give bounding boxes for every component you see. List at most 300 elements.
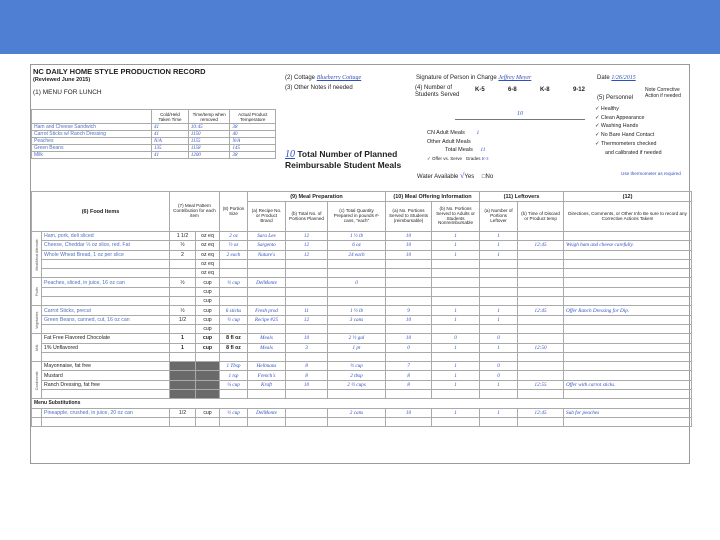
production-cell-recipe[interactable]: French's <box>248 371 286 380</box>
production-cell-left[interactable] <box>480 352 518 361</box>
production-cell-qty[interactable] <box>328 259 386 268</box>
production-cell-unit[interactable] <box>196 352 220 361</box>
grade-k8: K-8 <box>539 87 550 93</box>
production-cell-qty[interactable]: 1 pt <box>328 343 386 352</box>
empty-cell[interactable] <box>170 417 196 426</box>
production-cell-recipe[interactable]: Kraft <box>248 380 286 389</box>
production-cell-adult[interactable] <box>432 390 480 399</box>
production-row <box>32 297 692 306</box>
production-cell-planned[interactable]: 12 <box>286 315 328 324</box>
production-cell-portion[interactable]: ¼ cup <box>220 380 248 389</box>
production-cell-time[interactable]: 12:50 <box>518 343 564 352</box>
production-cell-recipe[interactable]: Sargento <box>248 241 286 250</box>
production-cell-mp[interactable] <box>170 380 196 389</box>
production-cell-mp[interactable] <box>170 269 196 278</box>
production-cell-left[interactable] <box>480 278 518 287</box>
production-cell-portion[interactable] <box>220 352 248 361</box>
empty-cell[interactable] <box>286 417 328 426</box>
portion-size-header: (8) Portion Size <box>220 192 248 232</box>
item-table-cell[interactable]: N/A <box>230 138 276 145</box>
production-cell-unit[interactable]: cup <box>196 297 220 306</box>
production-cell-qty[interactable]: 24 each <box>328 250 386 259</box>
production-cell-adult[interactable]: 1 <box>432 232 480 241</box>
production-cell-unit[interactable]: cup <box>196 408 220 417</box>
empty-cell[interactable] <box>518 417 564 426</box>
food-item-cell[interactable]: Ham, pork, deli sliced <box>42 232 170 241</box>
production-cell-recipe[interactable]: Meals <box>248 334 286 343</box>
production-cell-mp[interactable]: 1/2 <box>170 408 196 417</box>
production-cell-unit[interactable]: cup <box>196 324 220 333</box>
production-cell-portion[interactable]: ½ oz <box>220 241 248 250</box>
production-cell-unit[interactable] <box>196 371 220 380</box>
production-cell-qty[interactable]: 2 ½ cups <box>328 380 386 389</box>
production-cell-served[interactable]: 10 <box>386 241 432 250</box>
production-cell-planned[interactable] <box>286 324 328 333</box>
item-table-cell[interactable]: 1155 <box>188 138 230 145</box>
production-cell-portion[interactable]: 6 sticks <box>220 306 248 315</box>
production-cell-qty[interactable]: 1 ½ lb <box>328 232 386 241</box>
production-row <box>32 371 692 380</box>
production-cell-unit[interactable]: cup <box>196 287 220 296</box>
production-cell-served[interactable]: 10 <box>386 408 432 417</box>
production-cell-portion[interactable] <box>220 259 248 268</box>
production-cell-time[interactable]: 12:45 <box>518 408 564 417</box>
production-cell-portion[interactable] <box>220 269 248 278</box>
production-cell-unit[interactable]: oz eq <box>196 269 220 278</box>
production-cell-served[interactable]: 0 <box>386 343 432 352</box>
production-cell-qty[interactable]: 6 oz <box>328 241 386 250</box>
empty-cell[interactable] <box>248 417 286 426</box>
production-cell-adult[interactable] <box>432 259 480 268</box>
production-cell-planned[interactable]: 11 <box>286 306 328 315</box>
production-cell-planned[interactable] <box>286 278 328 287</box>
production-cell-planned[interactable] <box>286 297 328 306</box>
production-cell-served[interactable]: 8 <box>386 371 432 380</box>
production-cell-notes[interactable]: Offer Ranch Dressing for Dip. <box>564 306 692 315</box>
water-yes-checkbox[interactable]: Yes <box>464 174 475 180</box>
production-cell-unit[interactable]: cup <box>196 334 220 343</box>
total-reimbursable-label: Total Number of Planned Reimbursable Student Meals <box>285 149 402 170</box>
meal-pattern-header: (7) Meal Pattern Contribution for each item <box>170 192 220 232</box>
item-table-cell[interactable]: 1158 <box>188 145 230 152</box>
production-cell-planned[interactable]: 12 <box>286 250 328 259</box>
production-cell-mp[interactable]: ½ <box>170 306 196 315</box>
personnel-check-item[interactable]: ✓ Healthy <box>595 106 619 112</box>
food-item-cell[interactable]: Cheese, Cheddar ½ oz slice, red. Fat <box>42 241 170 250</box>
production-row <box>32 315 692 324</box>
production-cell-time[interactable] <box>518 334 564 343</box>
production-cell-qty[interactable]: 0 <box>328 278 386 287</box>
production-cell-served[interactable] <box>386 287 432 296</box>
production-cell-time[interactable] <box>518 390 564 399</box>
food-item-cell[interactable] <box>42 352 170 361</box>
production-cell-recipe[interactable]: Fresh prod <box>248 306 286 315</box>
production-cell-mp[interactable] <box>170 287 196 296</box>
production-cell-left[interactable] <box>480 297 518 306</box>
production-cell-notes[interactable] <box>564 315 692 324</box>
production-cell-left[interactable]: 1 <box>480 408 518 417</box>
production-cell-recipe[interactable]: Hellmans <box>248 362 286 371</box>
production-cell-recipe[interactable]: Sara Lee <box>248 232 286 241</box>
production-cell-adult[interactable]: 0 <box>432 334 480 343</box>
water-available: Water Available √Yes □No <box>417 171 494 180</box>
food-item-cell[interactable] <box>42 287 170 296</box>
production-cell-left[interactable]: 1 <box>480 306 518 315</box>
production-cell-left[interactable]: 1 <box>480 315 518 324</box>
production-cell-mp[interactable]: 2 <box>170 250 196 259</box>
production-cell-time[interactable] <box>518 278 564 287</box>
production-cell-notes[interactable] <box>564 250 692 259</box>
production-cell-left[interactable] <box>480 259 518 268</box>
food-category-label: Vegetables <box>32 306 42 334</box>
signature-field: Signature of Person in Charge Jeffrey Meyer <box>416 75 532 81</box>
production-cell-served[interactable]: 9 <box>386 306 432 315</box>
production-cell-served[interactable] <box>386 297 432 306</box>
item-table-cell[interactable]: N/A <box>152 138 189 145</box>
production-cell-planned[interactable] <box>286 269 328 278</box>
production-cell-adult[interactable]: 1 <box>432 315 480 324</box>
discard-time-header: (b) Time of Discard or Product temp <box>518 202 564 232</box>
production-cell-unit[interactable] <box>196 362 220 371</box>
production-cell-unit[interactable] <box>196 380 220 389</box>
production-cell-unit[interactable]: oz eq <box>196 232 220 241</box>
food-item-cell[interactable] <box>42 324 170 333</box>
personnel-check-item[interactable]: ✓ No Bare Hand Contact <box>595 132 655 139</box>
production-cell-mp[interactable]: 1 1/2 <box>170 232 196 241</box>
production-cell-planned[interactable]: 8 <box>286 362 328 371</box>
empty-cell[interactable] <box>220 417 248 426</box>
empty-cell[interactable] <box>32 417 42 426</box>
date-value[interactable]: 1/26/2015 <box>611 75 636 81</box>
production-cell-notes[interactable] <box>564 232 692 241</box>
production-cell-portion[interactable]: ½ cup <box>220 408 248 417</box>
production-cell-portion[interactable]: ½ cup <box>220 278 248 287</box>
production-cell-qty[interactable] <box>328 287 386 296</box>
production-cell-adult[interactable] <box>432 352 480 361</box>
production-cell-portion[interactable]: 8 fl oz <box>220 334 248 343</box>
notes-label: (3) Other Notes if needed <box>285 85 353 91</box>
production-cell-left[interactable] <box>480 324 518 333</box>
production-cell-unit[interactable]: oz eq <box>196 250 220 259</box>
production-cell-left[interactable]: 1 <box>480 232 518 241</box>
production-cell-qty[interactable] <box>328 269 386 278</box>
item-table-cell[interactable]: 145 <box>230 145 276 152</box>
production-cell-planned[interactable] <box>286 259 328 268</box>
production-cell-mp[interactable]: 1 <box>170 334 196 343</box>
production-cell-time[interactable] <box>518 324 564 333</box>
personnel-check-item[interactable]: ✓ Washing Hands <box>595 123 639 130</box>
production-cell-portion[interactable] <box>220 287 248 296</box>
production-cell-recipe[interactable]: Recipe #25 <box>248 315 286 324</box>
production-cell-time[interactable] <box>518 259 564 268</box>
cottage-value[interactable]: Blueberry Cottage <box>316 75 362 81</box>
production-cell-unit[interactable]: cup <box>196 306 220 315</box>
production-cell-left[interactable]: 1 <box>480 343 518 352</box>
production-cell-mp[interactable] <box>170 371 196 380</box>
production-cell-portion[interactable] <box>220 390 248 399</box>
production-cell-portion[interactable]: 2 each <box>220 250 248 259</box>
production-cell-unit[interactable]: cup <box>196 278 220 287</box>
production-cell-planned[interactable]: 10 <box>286 334 328 343</box>
item-table-cell[interactable]: 38 <box>230 152 276 159</box>
production-cell-served[interactable] <box>386 352 432 361</box>
production-cell-adult[interactable]: 1 <box>432 380 480 389</box>
food-item-cell[interactable]: Whole Wheat Bread, 1 oz per slice <box>42 250 170 259</box>
empty-cell[interactable] <box>328 417 386 426</box>
total-reimbursable-value[interactable]: 10 <box>285 149 295 160</box>
food-item-cell[interactable]: Mayonnaise, fat free <box>42 362 170 371</box>
production-cell-time[interactable]: 12:55 <box>518 380 564 389</box>
production-cell-portion[interactable] <box>220 297 248 306</box>
production-cell-notes[interactable]: Sub for peaches <box>564 408 692 417</box>
production-cell-recipe[interactable] <box>248 269 286 278</box>
substitutions-row <box>32 399 692 408</box>
production-cell-left[interactable]: 1 <box>480 241 518 250</box>
production-cell-time[interactable] <box>518 297 564 306</box>
production-cell-portion[interactable]: 1 Tbsp <box>220 362 248 371</box>
production-cell-served[interactable] <box>386 269 432 278</box>
production-cell-portion[interactable]: 2 oz <box>220 232 248 241</box>
item-table-cell[interactable]: 40 <box>230 131 276 138</box>
production-cell-mp[interactable]: ½ <box>170 278 196 287</box>
production-row <box>32 362 692 371</box>
item-table-cell[interactable]: 1150 <box>188 131 230 138</box>
production-cell-served[interactable]: 10 <box>386 232 432 241</box>
production-cell-recipe[interactable]: DelMonte <box>248 278 286 287</box>
quantity-prepared-header: (c) Total Quantity Prepared in pounds #-cans, "each" <box>328 202 386 232</box>
production-cell-served[interactable] <box>386 390 432 399</box>
production-cell-adult[interactable]: 1 <box>432 362 480 371</box>
production-cell-time[interactable] <box>518 287 564 296</box>
production-cell-qty[interactable] <box>328 390 386 399</box>
production-cell-left[interactable] <box>480 269 518 278</box>
production-cell-planned[interactable]: 12 <box>286 232 328 241</box>
food-item-cell[interactable]: 1% Unflavored <box>42 343 170 352</box>
production-cell-recipe[interactable]: Nature's <box>248 250 286 259</box>
production-cell-left[interactable] <box>480 287 518 296</box>
production-cell-left[interactable]: 0 <box>480 334 518 343</box>
production-cell-time[interactable] <box>518 352 564 361</box>
personnel-check-item[interactable]: ✓ Thermometers checked <box>595 140 657 147</box>
production-cell-time[interactable] <box>518 371 564 380</box>
check-icon: ✓ <box>595 123 601 130</box>
production-cell-mp[interactable]: ½ <box>170 241 196 250</box>
production-row <box>32 269 692 278</box>
production-cell-mp[interactable] <box>170 297 196 306</box>
food-item-cell[interactable] <box>42 269 170 278</box>
food-item-cell[interactable] <box>42 259 170 268</box>
production-cell-notes[interactable]: Offer with carrot sticks. <box>564 380 692 389</box>
production-cell-served[interactable]: 8 <box>386 380 432 389</box>
production-cell-qty[interactable]: 2 tbsp <box>328 371 386 380</box>
production-cell-mp[interactable] <box>170 259 196 268</box>
production-cell-portion[interactable] <box>220 324 248 333</box>
production-cell-portion[interactable]: 8 fl oz <box>220 343 248 352</box>
food-item-cell[interactable]: Pineapple, crushed, in juice, 20 oz can <box>42 408 170 417</box>
students-served-value[interactable]: 10 <box>517 111 523 117</box>
production-cell-unit[interactable]: cup <box>196 315 220 324</box>
directions-subheader: Directions, Comments, or Other Info Be sure to record any Corrective Actions Taken! <box>564 202 692 232</box>
production-cell-portion[interactable]: ½ cup <box>220 315 248 324</box>
production-cell-qty[interactable]: 3 cans <box>328 315 386 324</box>
signature-value[interactable]: Jeffrey Meyer <box>498 75 532 81</box>
food-category-label: Meat/Meat Alternate <box>32 232 42 278</box>
personnel-check-item[interactable]: ✓ Clean Appearance <box>595 114 645 121</box>
production-cell-planned[interactable]: 3 <box>286 343 328 352</box>
production-cell-recipe[interactable] <box>248 297 286 306</box>
production-cell-qty[interactable]: 1 ½ lb <box>328 306 386 315</box>
production-cell-unit[interactable] <box>196 390 220 399</box>
production-cell-adult[interactable] <box>432 269 480 278</box>
production-cell-recipe[interactable]: Meals <box>248 343 286 352</box>
production-cell-notes[interactable] <box>564 297 692 306</box>
production-cell-portion[interactable]: 1 tsp <box>220 371 248 380</box>
production-cell-notes[interactable] <box>564 390 692 399</box>
production-cell-left[interactable]: 0 <box>480 371 518 380</box>
production-cell-adult[interactable]: 1 <box>432 306 480 315</box>
menu-label: (1) MENU FOR LUNCH <box>33 89 102 96</box>
food-item-cell[interactable]: Carrot Sticks, precut <box>42 306 170 315</box>
empty-cell[interactable] <box>196 417 220 426</box>
item-table-cell[interactable]: 135 <box>152 145 189 152</box>
production-cell-planned[interactable]: 10 <box>286 380 328 389</box>
production-cell-time[interactable] <box>518 232 564 241</box>
production-cell-unit[interactable]: oz eq <box>196 259 220 268</box>
food-item-cell[interactable] <box>42 297 170 306</box>
production-cell-time[interactable] <box>518 362 564 371</box>
production-cell-recipe[interactable] <box>248 352 286 361</box>
students-served-label: (4) Number of Students Served <box>415 85 460 99</box>
water-no-checkbox[interactable]: No <box>485 174 494 180</box>
production-cell-unit[interactable]: cup <box>196 343 220 352</box>
production-cell-recipe[interactable]: DelMonte <box>248 408 286 417</box>
food-item-cell[interactable]: Mustard <box>42 371 170 380</box>
production-cell-qty[interactable] <box>328 352 386 361</box>
personnel-check-item[interactable]: and calibrated if needed <box>605 149 662 156</box>
production-cell-notes[interactable] <box>564 259 692 268</box>
production-cell-adult[interactable] <box>432 287 480 296</box>
production-cell-time[interactable] <box>518 315 564 324</box>
production-cell-qty[interactable]: 2 cans <box>328 408 386 417</box>
food-item-cell[interactable]: Ranch Dressing, fat free <box>42 380 170 389</box>
production-cell-qty[interactable]: ½ cup <box>328 362 386 371</box>
production-row <box>32 287 692 296</box>
empty-cell[interactable] <box>480 417 518 426</box>
production-cell-served[interactable]: 10 <box>386 250 432 259</box>
production-cell-adult[interactable]: 1 <box>432 408 480 417</box>
production-cell-left[interactable]: 0 <box>480 362 518 371</box>
production-cell-mp[interactable] <box>170 362 196 371</box>
production-cell-notes[interactable] <box>564 287 692 296</box>
food-item-cell[interactable]: Fat Free Flavored Chocolate <box>42 334 170 343</box>
production-cell-mp[interactable] <box>170 352 196 361</box>
item-temperature-table <box>31 109 276 159</box>
production-cell-time[interactable]: 12:45 <box>518 306 564 315</box>
production-cell-recipe[interactable] <box>248 324 286 333</box>
production-cell-notes[interactable] <box>564 352 692 361</box>
production-cell-notes[interactable] <box>564 324 692 333</box>
empty-cell[interactable] <box>432 417 480 426</box>
item-table-header <box>32 110 152 124</box>
food-item-cell[interactable] <box>42 390 170 399</box>
production-cell-notes[interactable]: Weigh ham and cheese carefully. <box>564 241 692 250</box>
production-cell-time[interactable] <box>518 250 564 259</box>
production-cell-served[interactable]: 7 <box>386 362 432 371</box>
production-cell-adult[interactable] <box>432 297 480 306</box>
production-cell-served[interactable]: 10 <box>386 334 432 343</box>
production-row <box>32 380 692 389</box>
production-cell-planned[interactable] <box>286 352 328 361</box>
production-cell-adult[interactable]: 1 <box>432 250 480 259</box>
production-cell-notes[interactable] <box>564 334 692 343</box>
production-cell-mp[interactable] <box>170 390 196 399</box>
production-cell-left[interactable] <box>480 390 518 399</box>
item-table-cell: Carrot Sticks w/ Ranch Dressing <box>32 131 152 138</box>
empty-cell[interactable] <box>386 417 432 426</box>
production-cell-recipe[interactable] <box>248 287 286 296</box>
production-cell-recipe[interactable] <box>248 390 286 399</box>
item-table-cell: Green Beans <box>32 145 152 152</box>
production-cell-qty[interactable] <box>328 324 386 333</box>
empty-cell[interactable] <box>564 417 692 426</box>
served-adults-header: (b) No. Portions Served to Adults or Students Nonreimbursable <box>432 202 480 232</box>
production-cell-adult[interactable]: 1 <box>432 343 480 352</box>
production-cell-notes[interactable] <box>564 269 692 278</box>
food-item-cell[interactable]: Peaches, sliced, in juice, 16 oz can <box>42 278 170 287</box>
item-table-cell[interactable]: 38 <box>230 124 276 131</box>
production-cell-planned[interactable]: 12 <box>286 241 328 250</box>
production-cell-notes[interactable] <box>564 278 692 287</box>
item-table-cell[interactable]: 41 <box>152 131 189 138</box>
production-cell-adult[interactable] <box>432 324 480 333</box>
cottage-field: (2) Cottage Blueberry Cottage <box>285 75 362 81</box>
production-cell-left[interactable]: 1 <box>480 380 518 389</box>
item-table-cell[interactable]: 41 <box>152 124 189 131</box>
production-cell-planned[interactable] <box>286 287 328 296</box>
production-cell-mp[interactable]: 1/2 <box>170 315 196 324</box>
production-cell-mp[interactable]: 1 <box>170 343 196 352</box>
production-cell-served[interactable] <box>386 324 432 333</box>
production-cell-left[interactable]: 1 <box>480 250 518 259</box>
production-cell-qty[interactable]: 2 ½ gal <box>328 334 386 343</box>
production-cell-qty[interactable] <box>328 297 386 306</box>
production-cell-served[interactable] <box>386 278 432 287</box>
empty-cell[interactable] <box>42 417 170 426</box>
production-cell-notes[interactable] <box>564 362 692 371</box>
production-row <box>32 334 692 343</box>
directions-header: (12) <box>564 192 692 202</box>
production-cell-adult[interactable]: 1 <box>432 241 480 250</box>
production-cell-notes[interactable] <box>564 343 692 352</box>
production-cell-adult[interactable]: 1 <box>432 371 480 380</box>
production-cell-mp[interactable] <box>170 324 196 333</box>
production-cell-time[interactable] <box>518 269 564 278</box>
production-cell-planned[interactable] <box>286 408 328 417</box>
production-cell-adult[interactable] <box>432 278 480 287</box>
production-cell-notes[interactable] <box>564 371 692 380</box>
production-cell-planned[interactable]: 8 <box>286 371 328 380</box>
item-table-cell[interactable]: 1200 <box>188 152 230 159</box>
food-item-cell[interactable]: Green Beans, canned, cut, 16 oz can <box>42 315 170 324</box>
production-cell-planned[interactable] <box>286 390 328 399</box>
production-cell-unit[interactable]: oz eq <box>196 241 220 250</box>
production-cell-served[interactable]: 10 <box>386 315 432 324</box>
production-cell-time[interactable]: 12:45 <box>518 241 564 250</box>
item-table-cell[interactable]: 41 <box>152 152 189 159</box>
item-table-cell[interactable]: 10:45 <box>188 124 230 131</box>
production-cell-served[interactable] <box>386 259 432 268</box>
production-cell-recipe[interactable] <box>248 259 286 268</box>
